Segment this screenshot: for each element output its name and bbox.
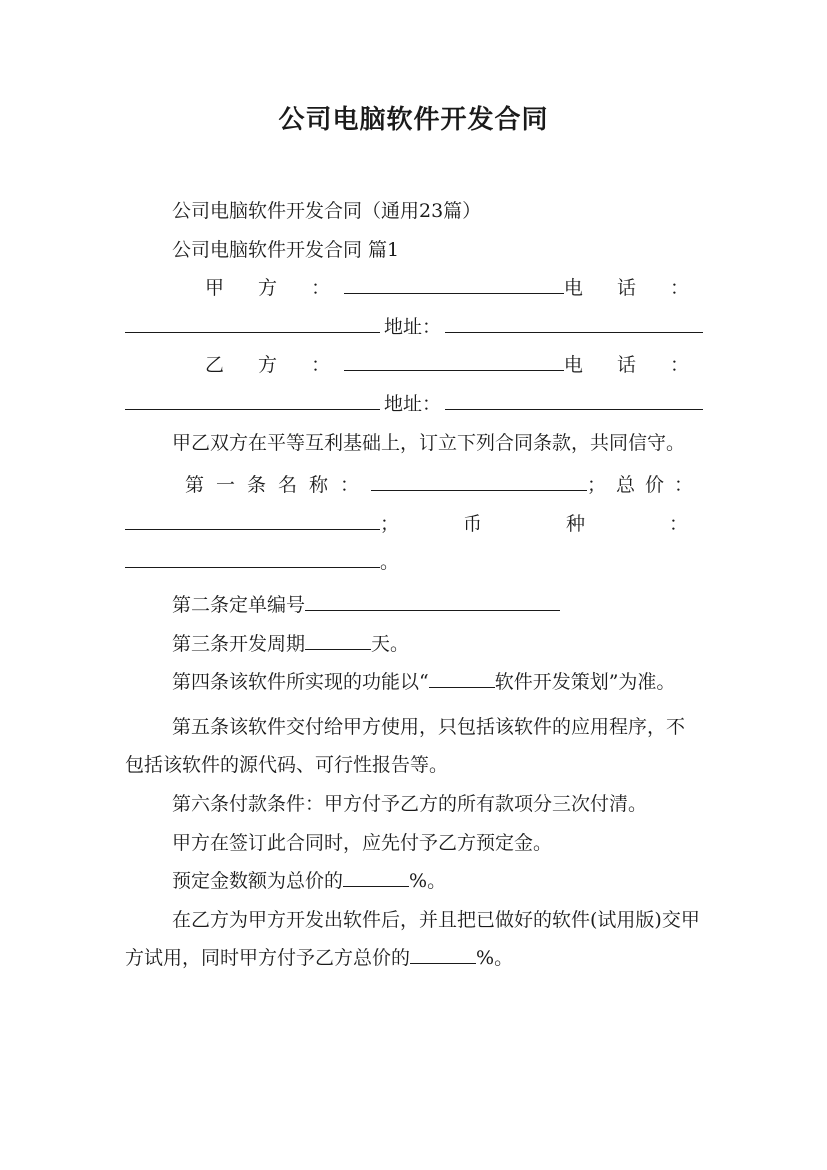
trial-prefix: 在乙方为甲方开发出软件后，并且把已做好的软件(试用版)交甲方试用，同时甲方付予乙方总价的 (125, 908, 700, 970)
deposit-amount (125, 862, 703, 901)
article-1-semicolon: ； (380, 512, 400, 535)
party-a-label: 甲 方 ： (205, 277, 345, 300)
deposit-prefix: 预定金数额为总价的 (172, 870, 344, 893)
article-3-blank (305, 629, 371, 650)
article-1-currency-line (125, 543, 703, 582)
party-b-address-blank (445, 389, 703, 410)
article-2-label: 第二条定单编号 (172, 593, 306, 616)
section-heading: 公司电脑软件开发合同 篇1 (172, 238, 400, 261)
party-b-label: 乙 方 ： (205, 354, 345, 377)
article-4 (125, 663, 703, 702)
trial-blank (410, 943, 476, 964)
article-4-prefix: 第四条该软件所实现的功能以“ (172, 671, 429, 694)
party-a-address-row (125, 308, 703, 347)
party-a-phone-label: 电 话 ： (563, 277, 703, 300)
document-title: 公司电脑软件开发合同 (278, 105, 549, 135)
article-3-prefix: 第三条开发周期 (172, 632, 306, 655)
deposit-blank (343, 866, 409, 887)
deposit-suffix: %。 (409, 870, 447, 893)
document-body (125, 192, 703, 978)
article-1-currency-row (125, 505, 703, 544)
article-3 (125, 625, 703, 664)
article-2 (125, 586, 703, 625)
article-4-suffix: 软件开发策划”为准。 (494, 671, 676, 694)
article-1-row (125, 466, 703, 505)
deposit-paragraph: 甲方在签订此合同时，应先付予乙方预定金。 (172, 831, 553, 854)
party-a-phone-blank (125, 312, 380, 333)
party-b-row (125, 346, 703, 385)
party-a-row (125, 269, 703, 308)
party-b-phone-blank (125, 389, 380, 410)
party-b-address-row (125, 385, 703, 424)
subtitle: 公司电脑软件开发合同（通用23篇） (172, 200, 482, 222)
trial-suffix: %。 (476, 947, 514, 970)
article-1-name-label: 第一条名称： (185, 474, 372, 497)
article-6: 第六条付款条件：甲方付予乙方的所有款项分三次付清。 (172, 792, 648, 815)
article-1-period: 。 (380, 551, 400, 574)
article-1-total-label: ；总价： (586, 474, 703, 497)
article-4-blank (429, 667, 495, 688)
article-3-suffix: 天。 (371, 632, 410, 655)
article-1-total-blank-wrap (125, 505, 399, 544)
article-1-currency-blank (125, 547, 380, 568)
article-1-currency-label: 币 种 ： (463, 512, 688, 535)
party-a-blank (344, 273, 564, 294)
article-1-name-blank (371, 470, 587, 491)
article-1-total-blank (125, 509, 380, 530)
party-a-address-label: 地址： (383, 315, 441, 338)
party-b-address-label: 地址： (383, 392, 441, 415)
party-b-blank (344, 350, 564, 371)
article-5: 第五条该软件交付给甲方使用，只包括该软件的应用程序，不包括该软件的源代码、可行性报告等。 (125, 715, 686, 777)
trial-paragraph (125, 901, 703, 978)
party-b-phone-label: 电 话 ： (563, 354, 703, 377)
article-2-blank (305, 590, 560, 611)
intro-paragraph: 甲乙双方在平等互利基础上，订立下列合同条款，共同信守。 (172, 431, 686, 454)
party-a-address-blank (445, 312, 703, 333)
